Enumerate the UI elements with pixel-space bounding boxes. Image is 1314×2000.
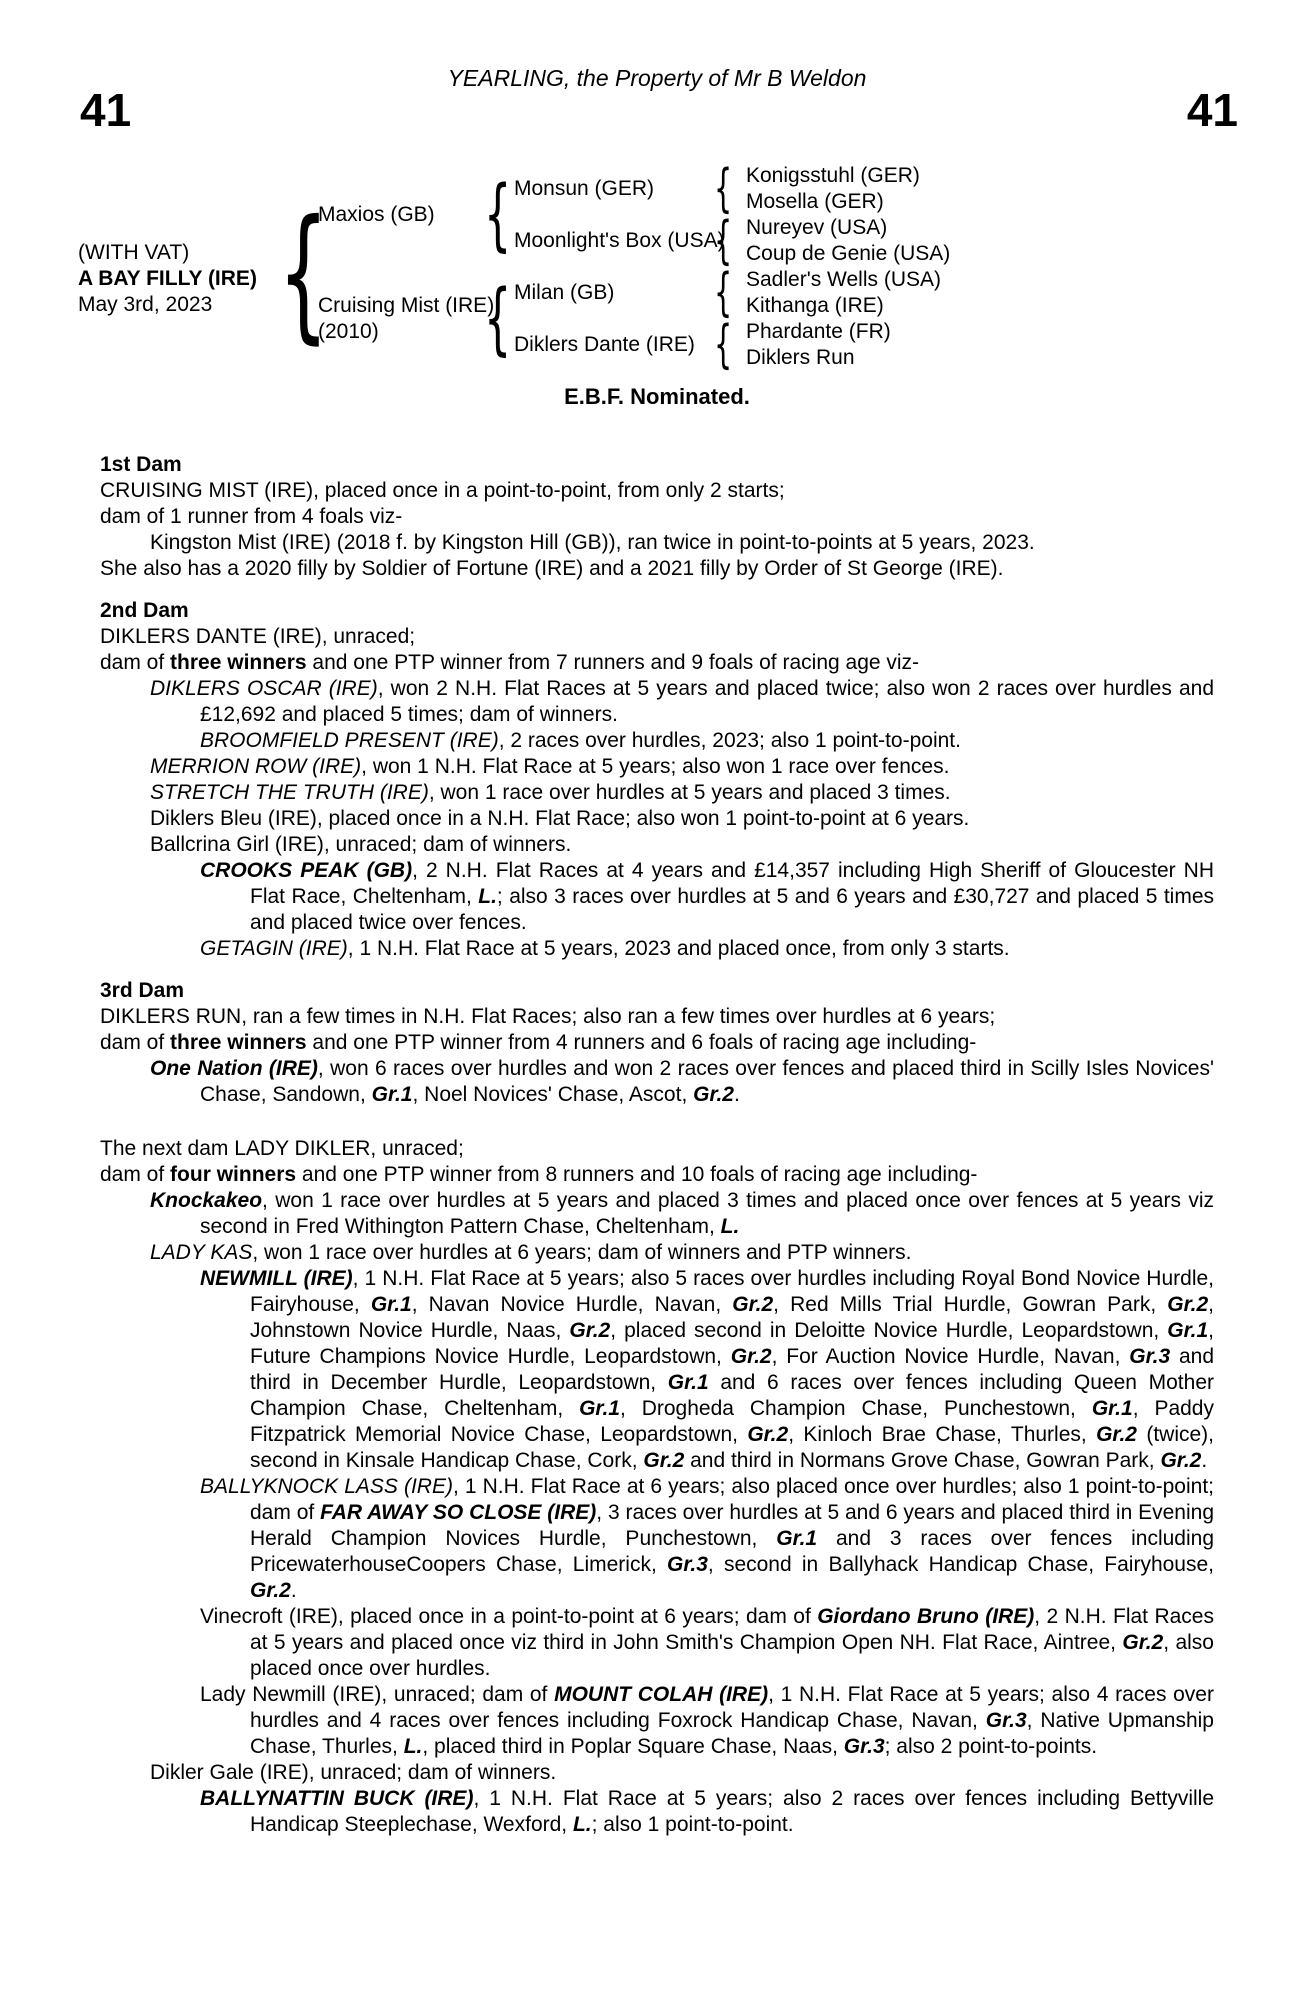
pedigree-gsire-3: Sadler's Wells (USA) — [746, 268, 941, 291]
text-run: and 6 races over fences including Queen Mother Champion Chase, Cheltenham, — [250, 1371, 1214, 1420]
text-run: three winners — [170, 1031, 307, 1054]
pedigree-paragraph — [100, 780, 1214, 806]
text-run: Gr.2 — [1096, 1423, 1137, 1446]
text-run: dam of 1 runner from 4 foals viz- — [100, 505, 403, 528]
text-run: Gr.2 — [747, 1423, 789, 1446]
dam-section — [100, 978, 1214, 1108]
page-title: YEARLING, the Property of Mr B Weldon — [447, 65, 867, 91]
text-run: Gr.3 — [843, 1735, 885, 1758]
ebf-note: E.B.F. Nominated. — [564, 384, 750, 409]
text-run: Gr.3 — [667, 1553, 708, 1576]
text-run: MOUNT COLAH (IRE) — [554, 1683, 769, 1706]
pedigree-paragraph — [100, 728, 1214, 754]
text-run: , For Auction Novice Hurdle, Navan, — [771, 1345, 1130, 1368]
dam-section — [100, 598, 1214, 962]
text-run: , 1 N.H. Flat Race at 5 years; also 2 races over fences including Bettyville Handicap Steeplechase, Wexford, — [250, 1787, 1214, 1836]
text-run: Gr.2 — [730, 1345, 772, 1368]
text-run: , Future Champions Novice Hurdle, Leopardstown, — [250, 1319, 1214, 1368]
pedigree-paragraph — [100, 1136, 1214, 1162]
dam-section — [100, 452, 1214, 582]
dam-section — [100, 1136, 1214, 1838]
text-run: MERRION ROW (IRE) — [150, 755, 362, 778]
pedigree-paragraph — [100, 1004, 1214, 1030]
text-run: , Kinloch Brae Chase, Thurles, — [788, 1423, 1097, 1446]
text-run: , placed second in Deloitte Novice Hurdle, Leopardstown, — [610, 1319, 1168, 1342]
pedigree-gsire-1: Konigsstuhl (GER) — [746, 164, 920, 187]
pedigree-horse-name: A BAY FILLY (IRE) — [78, 267, 257, 290]
text-run: . — [734, 1083, 740, 1106]
text-run: , won 2 N.H. Flat Races at 5 years and placed twice; also won 2 races over hurdles and £12,692 and placed 5 times; dam of winners. — [200, 677, 1214, 726]
text-run: Gr.1 — [371, 1083, 413, 1106]
pedigree-gsire-2: Nureyev (USA) — [746, 216, 888, 239]
text-run: , 3 races over hurdles at 5 and 6 years and placed third in Evening Herald Champion Novices Hurdle, Punchestown, — [250, 1501, 1214, 1550]
pedigree-dam: Cruising Mist (IRE) — [318, 294, 495, 317]
text-run: FAR AWAY SO CLOSE (IRE) — [320, 1501, 597, 1524]
text-run: , Noel Novices' Chase, Ascot, — [412, 1083, 694, 1106]
text-run: Gr.2 — [250, 1579, 291, 1602]
text-run: and one PTP winner from 8 runners and 10 foals of racing age including- — [296, 1163, 978, 1186]
text-run: and third in December Hurdle, Leopardstown, — [250, 1345, 1215, 1394]
text-run: , 2 N.H. Flat Races at 4 years and £14,357 including High Sheriff of Gloucester NH Flat Race, Cheltenham, — [250, 859, 1214, 908]
text-run: , won 1 race over hurdles at 5 years and placed 3 times and placed once over fences at 5 years viz second in Fred Withington Pattern Chase, Cheltenham, — [200, 1189, 1214, 1238]
text-run: Gr.2 — [693, 1083, 734, 1106]
text-run: Gr.1 — [579, 1397, 620, 1420]
text-run: , Red Mills Trial Hurdle, Gowran Park, — [773, 1293, 1168, 1316]
text-run: , 2 N.H. Flat Races at 5 years and placed once viz third in John Smith's Champion Open NH. Flat Race, Aintree, — [250, 1605, 1214, 1654]
text-run: . — [1201, 1449, 1208, 1472]
text-run: Gr.2 — [732, 1293, 774, 1316]
text-run: Knockakeo — [150, 1189, 263, 1212]
pedigree-gsire-4: Phardante (FR) — [746, 320, 891, 343]
pedigree-paragraph — [100, 1162, 1214, 1188]
text-run: L. — [720, 1215, 740, 1238]
pedigree-paragraph — [100, 1474, 1214, 1604]
text-run: BROOMFIELD PRESENT (IRE) — [200, 729, 499, 752]
text-run: , 1 N.H. Flat Race at 5 years; also 4 races over hurdles and 4 races over fences including Foxrock Handicap Chase, Navan, — [250, 1683, 1214, 1732]
pedigree-paragraph — [100, 1188, 1214, 1240]
pedigree-dam-year: (2010) — [318, 320, 379, 343]
pedigree-paragraph — [100, 1266, 1214, 1474]
pedigree-paragraph — [100, 1682, 1214, 1760]
lot-number-left: 41 — [80, 84, 132, 136]
pedigree-paragraph — [100, 650, 1214, 676]
text-run: , Drogheda Champion Chase, Punchestown, — [619, 1397, 1092, 1420]
pedigree-paragraph — [100, 478, 1214, 504]
text-run: Gr.2 — [1167, 1293, 1209, 1316]
pedigree-sire-sire: Monsun (GER) — [514, 177, 655, 200]
text-run: She also has a 2020 filly by Soldier of Fortune (IRE) and a 2021 filly by Order of St George (IRE). — [100, 557, 1004, 580]
pedigree-dam-sire: Milan (GB) — [514, 281, 615, 304]
pedigree-gdam-3: Kithanga (IRE) — [746, 294, 884, 317]
dam-sections — [100, 452, 1214, 1838]
pedigree-paragraph — [100, 676, 1214, 728]
text-run: Gr.1 — [1167, 1319, 1209, 1342]
vat-note: (WITH VAT) — [78, 241, 190, 264]
text-run: One Nation (IRE) — [150, 1057, 318, 1080]
text-run: Gr.2 — [1160, 1449, 1202, 1472]
text-run: and one PTP winner from 7 runners and 9 foals of racing age viz- — [306, 651, 920, 674]
text-run: L. — [403, 1735, 423, 1758]
text-run: and third in Normans Grove Chase, Gowran Park, — [684, 1449, 1161, 1472]
pedigree-paragraph — [100, 504, 1214, 530]
text-run: Giordano Bruno (IRE) — [817, 1605, 1035, 1628]
text-run: STRETCH THE TRUTH (IRE) — [150, 781, 429, 804]
pedigree-tree — [0, 0, 1314, 400]
text-run: , second in Ballyhack Handicap Chase, Fairyhouse, — [707, 1553, 1214, 1576]
text-run: Gr.3 — [985, 1709, 1027, 1732]
text-run: dam of — [100, 651, 171, 674]
text-run: , 2 races over hurdles, 2023; also 1 point-to-point. — [498, 729, 961, 752]
pedigree-gdam-4: Diklers Run — [746, 346, 855, 369]
text-run: Vinecroft (IRE), placed once in a point-to-point at 6 years; dam of — [200, 1605, 818, 1628]
text-run: Gr.2 — [643, 1449, 685, 1472]
text-run: Diklers Bleu (IRE), placed once in a N.H. Flat Race; also won 1 point-to-point at 6 years. — [150, 807, 970, 830]
text-run: The next dam LADY DIKLER, unraced; — [100, 1137, 464, 1160]
text-run: Gr.3 — [1129, 1345, 1171, 1368]
pedigree-paragraph — [100, 1604, 1214, 1682]
pedigree-dam-dam: Diklers Dante (IRE) — [514, 333, 695, 356]
section-heading: 2nd Dam — [100, 599, 189, 622]
pedigree-paragraph — [100, 832, 1214, 858]
text-run: BALLYKNOCK LASS (IRE) — [200, 1475, 453, 1498]
text-run: Ballcrina Girl (IRE), unraced; dam of winners. — [150, 833, 572, 856]
text-run: , Paddy Fitzpatrick Memorial Novice Chase, Leopardstown, — [250, 1397, 1214, 1446]
text-run: dam of — [100, 1163, 171, 1186]
pedigree-paragraph — [100, 754, 1214, 780]
pedigree-gdam-1: Mosella (GER) — [746, 190, 884, 213]
section-heading: 1st Dam — [100, 453, 182, 476]
text-run: three winners — [170, 651, 307, 674]
lot-number-right: 41 — [1186, 84, 1238, 136]
pedigree-foaling-date: May 3rd, 2023 — [78, 293, 213, 316]
text-run: and 3 races over fences including PricewaterhouseCoopers Chase, Limerick, — [250, 1527, 1214, 1576]
text-run: Gr.1 — [776, 1527, 818, 1550]
text-run: ; also 3 races over hurdles at 5 and 6 years and £30,727 and placed 5 times and placed twice over fences. — [250, 885, 1215, 934]
pedigree-paragraph — [100, 1056, 1214, 1108]
text-run: dam of — [100, 1031, 171, 1054]
pedigree-paragraph — [100, 1786, 1214, 1838]
text-run: L. — [478, 885, 497, 908]
text-run: , won 1 N.H. Flat Race at 5 years; also won 1 race over fences. — [361, 755, 950, 778]
text-run: DIKLERS DANTE (IRE), unraced; — [100, 625, 416, 648]
text-run: , also placed once over hurdles. — [250, 1631, 1214, 1680]
text-run: GETAGIN (IRE) — [200, 937, 348, 960]
text-run: , won 1 race over hurdles at 5 years and placed 3 times. — [428, 781, 951, 804]
text-run: , Native Upmanship Chase, Thurles, — [250, 1709, 1214, 1758]
text-run: DIKLERS OSCAR (IRE) — [150, 677, 378, 700]
text-run: LADY KAS — [150, 1241, 253, 1264]
text-run: CRUISING MIST (IRE), placed once in a point-to-point, from only 2 starts; — [100, 479, 785, 502]
text-run: L. — [572, 1813, 592, 1836]
text-run: . — [290, 1579, 297, 1602]
text-run: and one PTP winner from 4 runners and 6 foals of racing age including- — [306, 1031, 977, 1054]
pedigree-sire-dam: Moonlight's Box (USA) — [514, 229, 725, 252]
text-run: four winners — [170, 1163, 297, 1186]
text-run: ; also 1 point-to-point. — [591, 1813, 794, 1836]
pedigree-paragraph — [100, 936, 1214, 962]
pedigree-brace-main — [278, 203, 318, 344]
text-run: Gr.1 — [667, 1371, 709, 1394]
text-run: BALLYNATTIN BUCK (IRE) — [200, 1787, 474, 1810]
text-run: NEWMILL (IRE) — [200, 1267, 353, 1290]
text-run: Dikler Gale (IRE), unraced; dam of winners. — [150, 1761, 557, 1784]
pedigree-paragraph — [100, 1030, 1214, 1056]
pedigree-paragraph — [100, 624, 1214, 650]
text-run: , won 1 race over hurdles at 6 years; dam of winners and PTP winners. — [252, 1241, 912, 1264]
pedigree-paragraph — [100, 1760, 1214, 1786]
pedigree-gdam-2: Coup de Genie (USA) — [746, 242, 951, 265]
pedigree-paragraph — [100, 806, 1214, 832]
text-run: Lady Newmill (IRE), unraced; dam of — [200, 1683, 555, 1706]
text-run: (twice), second in Kinsale Handicap Chase, Cork, — [250, 1423, 1214, 1472]
pedigree-paragraph — [100, 858, 1214, 936]
text-run: Gr.2 — [569, 1319, 611, 1342]
text-run: Kingston Mist (IRE) (2018 f. by Kingston Hill (GB)), ran twice in point-to-points at 5 years, 2023. — [150, 531, 1035, 554]
pedigree-paragraph — [100, 530, 1214, 556]
text-run: , 1 N.H. Flat Race at 5 years, 2023 and placed once, from only 3 starts. — [347, 937, 1010, 960]
text-run: CROOKS PEAK (GB) — [200, 859, 413, 882]
text-run: Gr.1 — [1091, 1397, 1133, 1420]
text-run: DIKLERS RUN, ran a few times in N.H. Flat Races; also ran a few times over hurdles at 6 years; — [100, 1005, 996, 1028]
section-heading: 3rd Dam — [100, 979, 185, 1002]
text-run: , placed third in Poplar Square Chase, Naas, — [422, 1735, 844, 1758]
text-run: , 1 N.H. Flat Race at 5 years; also 5 races over hurdles including Royal Bond Novice Hurdle, Fairyhouse, — [250, 1267, 1214, 1316]
text-run: , won 6 races over hurdles and won 2 races over fences and placed third in Scilly Isles Novices' Chase, Sandown, — [200, 1057, 1214, 1106]
pedigree-paragraph — [100, 556, 1214, 582]
text-run: , Navan Novice Hurdle, Navan, — [411, 1293, 733, 1316]
text-run: , Johnstown Novice Hurdle, Naas, — [250, 1293, 1214, 1342]
text-run: Gr.1 — [370, 1293, 412, 1316]
pedigree-paragraph — [100, 1240, 1214, 1266]
text-run: Gr.2 — [1122, 1631, 1164, 1654]
pedigree-sire: Maxios (GB) — [318, 203, 435, 226]
text-run: ; also 2 point-to-points. — [884, 1735, 1098, 1758]
text-run: , 1 N.H. Flat Race at 6 years; also placed once over hurdles; also 1 point-to-point; dam of — [250, 1475, 1215, 1524]
